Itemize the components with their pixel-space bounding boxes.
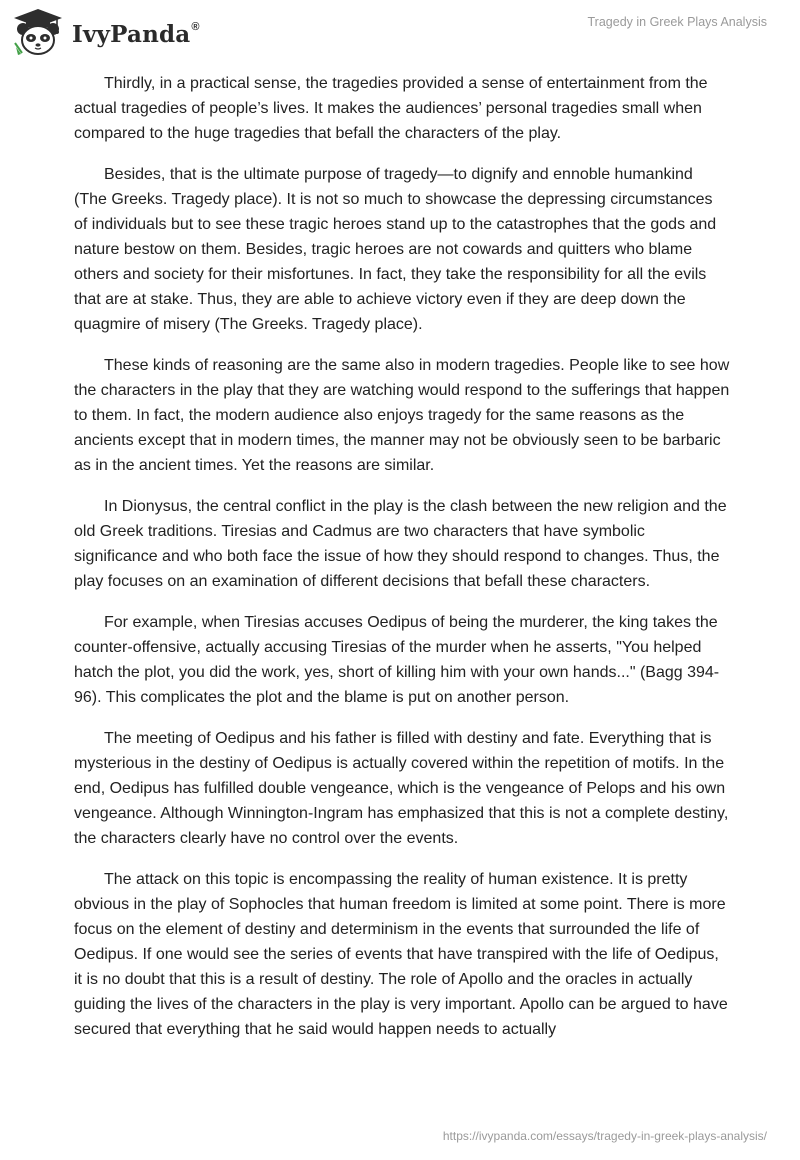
page-header — [0, 0, 800, 66]
paragraph: Thirdly, in a practical sense, the tragedies provided a sense of entertainment from the actual tragedies of people’s lives. It makes the audiences’ personal tragedies small when compared to the huge tragedies that befall the characters of the play. — [74, 75, 708, 142]
panda-graduation-cap-icon — [12, 7, 64, 59]
ivypanda-logo[interactable] — [12, 7, 200, 59]
paragraph: For example, when Tiresias accuses Oedipus of being the murderer, the king takes the counter-offensive, actually accusing Tiresias of the murder when he asserts, "You helped hatch the plot, you did the work, yes, short of killing him with your own hands..." (Bagg 394-96). This complicates the plot and the blame is put on another person. — [74, 614, 720, 706]
brand-name: IvyPanda® — [72, 20, 200, 48]
paragraph: The attack on this topic is encompassing the reality of human existence. It is pretty obvious in the play of Sophocles that human freedom is limited at some point. There is more focus on the element of destiny and determinism in the events that surrounded the life of Oedipus. If one would see the series of events that have transpired with the life of Oedipus, it is no doubt that this is a result of destiny. The role of Apollo and the oracles in actually guiding the lives of the characters in the play is very important. Apollo can be argued to have secured that everything that he said would happen needs to actually — [74, 871, 728, 1038]
paragraph: These kinds of reasoning are the same also in modern tragedies. People like to see how the characters in the play that they are watching would respond to the sufferings that happen to them. In fact, the modern audience also enjoys tragedy for the same reasons as the ancients except that in modern times, the manner may not be obviously seen to be barbaric as in the ancient times. Yet the reasons are similar. — [74, 357, 730, 474]
paragraph: In Dionysus, the central conflict in the play is the clash between the new religion and the old Greek traditions. Tiresias and Cadmus are two characters that have symbolic significance and who both face the issue of how they should respond to changes. Thus, the play focuses on an examination of different decisions that befall these characters. — [74, 498, 727, 590]
registered-mark: ® — [191, 20, 200, 33]
source-url[interactable]: https://ivypanda.com/essays/tragedy-in-greek-plays-analysis/ — [442, 1129, 767, 1143]
document-title: Tragedy in Greek Plays Analysis — [587, 15, 767, 29]
paragraph: The meeting of Oedipus and his father is filled with destiny and fate. Everything that is mysterious in the destiny of Oedipus is actually covered within the repetition of motifs. In the end, Oedipus has fulfilled double vengeance, which is the vengeance of Pelops and his own vengeance. Although Winnington-Ingram has emphasized that this is not a complete destiny, the characters clearly have no control over the events. — [74, 730, 729, 847]
paragraph: Besides, that is the ultimate purpose of tragedy—to dignify and ennoble humankind (The Greeks. Tragedy place). It is not so much to showcase the depressing circumstances of individuals but to see these tragic heroes stand up to the catastrophes that the gods and nature bestow on them. Besides, tragic heroes are not cowards and quitters who blame others and society for their misfortunes. In fact, they take the responsibility for all the evils that are at stake. Thus, they are able to achieve victory even if they are deep down the quagmire of misery (The Greeks. Tragedy place). — [74, 166, 717, 333]
essay-body — [74, 71, 730, 1058]
